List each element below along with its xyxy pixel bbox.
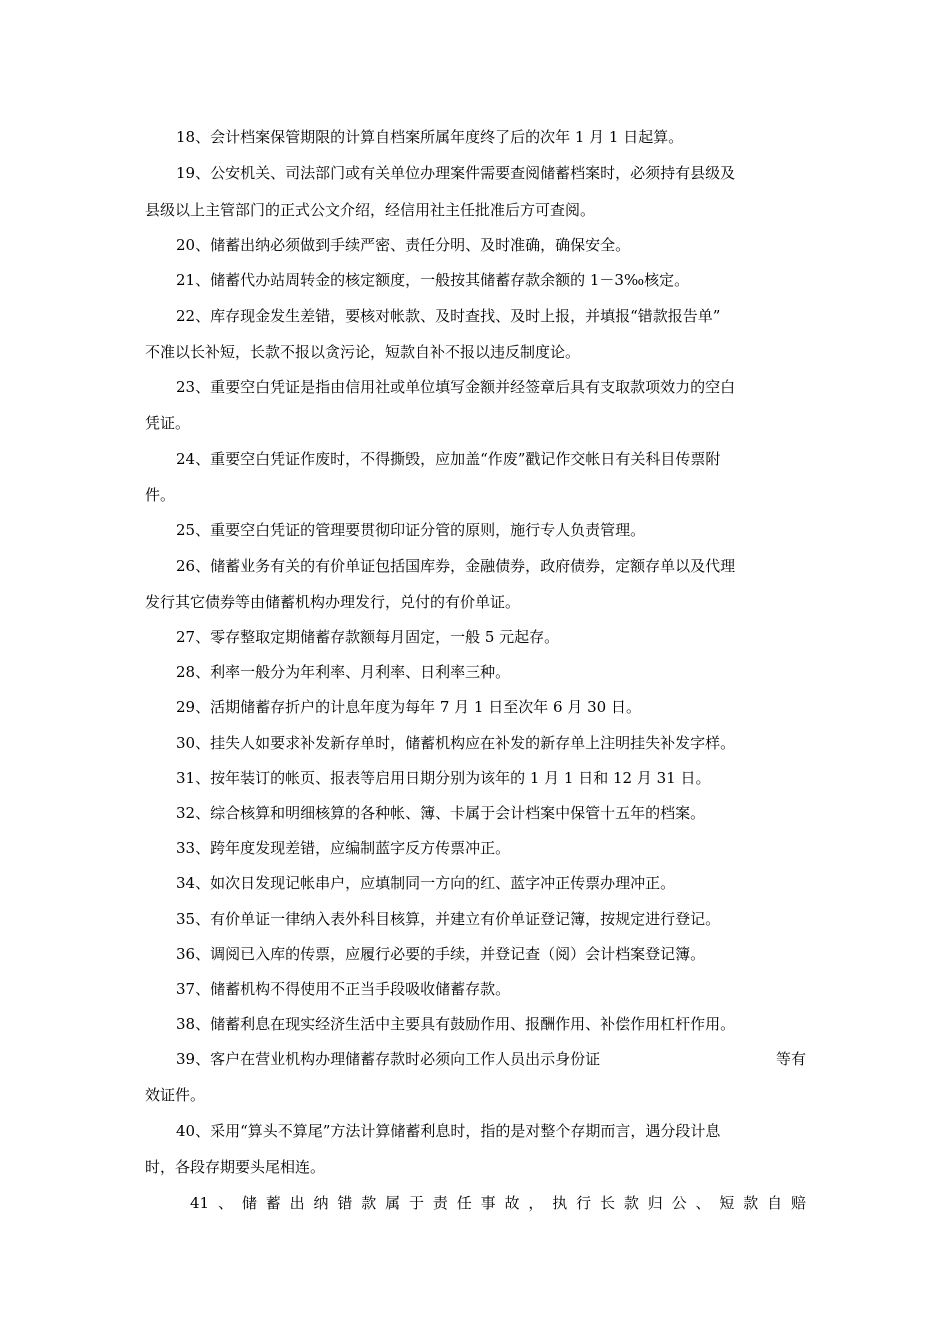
paragraph-41-char: 任 (456, 1194, 472, 1212)
paragraph-38: 38、储蓄利息在现实经济生活中主要具有鼓励作用、报酬作用、补偿作用杠杆作用。 (176, 1015, 736, 1033)
paragraph-22-line-1: 22、库存现金发生差错，要核对帐款、及时查找、及时上报，并填报“错款报告单” (176, 307, 721, 325)
paragraph-41-char: 公 (671, 1194, 687, 1212)
paragraph-24-line-1: 24、重要空白凭证作废时，不得撕毁，应加盖“作废”戳记作交帐日有关科目传票附 (176, 450, 721, 468)
paragraph-31: 31、按年装订的帐页、报表等启用日期分别为该年的 1 月 1 日和 12 月 31 日。 (176, 769, 711, 787)
paragraph-22-line-2: 不准以长补短，长款不报以贪污论，短款自补不报以违反制度论。 (145, 343, 581, 361)
paragraph-41-char: 款 (623, 1194, 639, 1212)
paragraph-41-char: 蓄 (265, 1194, 281, 1212)
paragraph-26-line-1: 26、储蓄业务有关的有价单证包括国库券，金融债券，政府债券，定额存单以及代理 (176, 557, 736, 575)
paragraph-23-line-2: 凭证。 (145, 414, 191, 432)
paragraph-41-char: 赔 (790, 1194, 806, 1212)
paragraph-34: 34、如次日发现记帐串户，应填制同一方向的红、蓝字冲正传票办理冲正。 (176, 874, 676, 892)
paragraph-41-char: 执 (552, 1194, 568, 1212)
paragraph-19-line-1: 19、公安机关、司法部门或有关单位办理案件需要查阅储蓄档案时，必须持有县级及 (176, 164, 736, 182)
paragraph-40-line-1: 40、采用“算头不算尾”方法计算储蓄利息时，指的是对整个存期而言，遇分段计息 (176, 1122, 721, 1140)
paragraph-41-char: 款 (361, 1194, 377, 1212)
paragraph-41-char: 纳 (313, 1194, 329, 1212)
paragraph-41-char: 短 (719, 1194, 735, 1212)
paragraph-41-char: 故 (504, 1194, 520, 1212)
paragraph-30: 30、挂失人如要求补发新存单时，储蓄机构应在补发的新存单上注明挂失补发字样。 (176, 734, 736, 752)
paragraph-41-char: ， (528, 1194, 544, 1212)
paragraph-41-char: 自 (767, 1194, 783, 1212)
paragraph-41-char: 属 (385, 1194, 401, 1212)
paragraph-33: 33、跨年度发现差错，应编制蓝字反方传票冲正。 (176, 839, 511, 857)
paragraph-39-line-2: 效证件。 (145, 1086, 206, 1104)
paragraph-41-char: 、 (695, 1194, 711, 1212)
paragraph-24-line-2: 件。 (145, 486, 176, 504)
paragraph-39-line-1: 39、客户在营业机构办理储蓄存款时必须向工作人员出示身份证 (176, 1050, 601, 1068)
paragraph-25: 25、重要空白凭证的管理要贯彻印证分管的原则，施行专人负责管理。 (176, 521, 646, 539)
paragraph-23-line-1: 23、重要空白凭证是指由信用社或单位填写金额并经签章后具有支取款项效力的空白 (176, 378, 736, 396)
paragraph-41-char: 归 (647, 1194, 663, 1212)
paragraph-37: 37、储蓄机构不得使用不正当手段吸收储蓄存款。 (176, 980, 511, 998)
paragraph-35: 35、有价单证一律纳入表外科目核算，并建立有价单证登记簿，按规定进行登记。 (176, 910, 721, 928)
paragraph-19-line-2: 县级以上主管部门的正式公文介绍，经信用社主任批准后方可查阅。 (145, 201, 596, 219)
paragraph-32: 32、综合核算和明细核算的各种帐、簿、卡属于会计档案中保管十五年的档案。 (176, 804, 706, 822)
paragraph-27: 27、零存整取定期储蓄存款额每月固定，一般 5 元起存。 (176, 628, 560, 646)
paragraph-20: 20、储蓄出纳必须做到手续严密、责任分明、及时准确，确保安全。 (176, 236, 631, 254)
paragraph-41-char: 41 (190, 1194, 210, 1212)
paragraph-41-char: 长 (599, 1194, 615, 1212)
paragraph-41-char: 于 (408, 1194, 424, 1212)
paragraph-41-char: 款 (743, 1194, 759, 1212)
paragraph-18: 18、会计档案保管期限的计算自档案所属年度终了后的次年 1 月 1 日起算。 (176, 128, 684, 146)
paragraph-41-char: 责 (432, 1194, 448, 1212)
paragraph-41-char: 、 (217, 1194, 233, 1212)
paragraph-29: 29、活期储蓄存折户的计息年度为每年 7 月 1 日至次年 6 月 30 日。 (176, 698, 641, 716)
paragraph-41-line (190, 1193, 806, 1213)
paragraph-28: 28、利率一般分为年利率、月利率、日利率三种。 (176, 663, 511, 681)
paragraph-41-char: 储 (241, 1194, 257, 1212)
paragraph-41-char: 行 (576, 1194, 592, 1212)
paragraph-26-line-2: 发行其它债券等由储蓄机构办理发行，兑付的有价单证。 (145, 593, 521, 611)
paragraph-41-char: 错 (337, 1194, 353, 1212)
paragraph-40-line-2: 时，各段存期要头尾相连。 (145, 1158, 326, 1176)
paragraph-39-tail: 等有 (776, 1050, 807, 1068)
paragraph-36: 36、调阅已入库的传票，应履行必要的手续，并登记查（阅）会计档案登记簿。 (176, 945, 706, 963)
paragraph-41-char: 出 (289, 1194, 305, 1212)
paragraph-41-char: 事 (480, 1194, 496, 1212)
paragraph-21: 21、储蓄代办站周转金的核定额度，一般按其储蓄存款余额的 1－3‰核定。 (176, 271, 690, 289)
